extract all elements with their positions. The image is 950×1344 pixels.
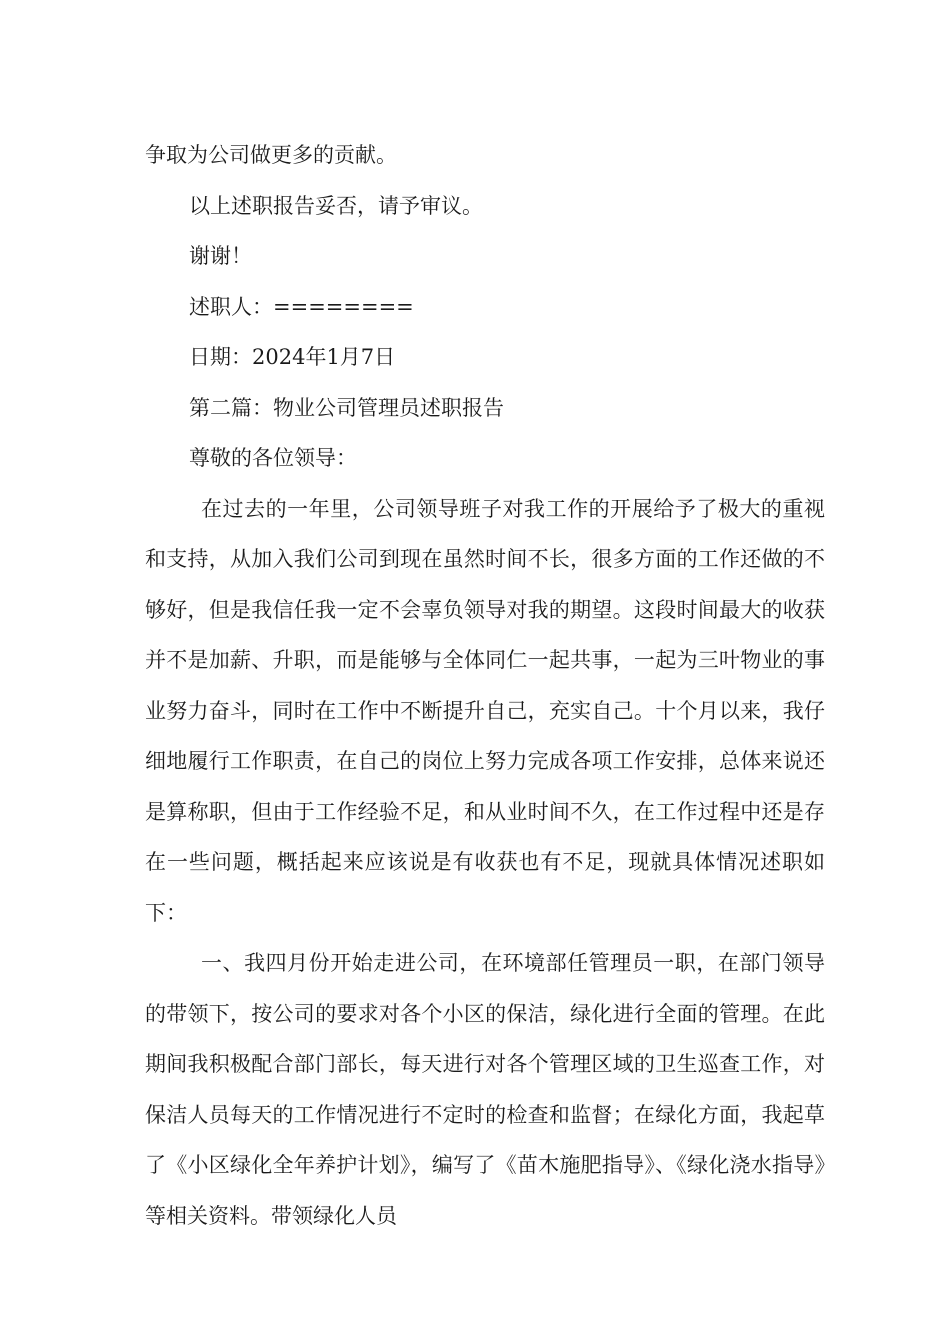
section-heading: 第二篇：物业公司管理员述职报告 — [189, 395, 504, 420]
paragraph-review-request: 以上述职报告妥否，请予审议。 — [189, 193, 483, 218]
paragraph-date: 日期：2024年1月7日 — [189, 345, 396, 369]
paragraph-intro: 在过去的一年里，公司领导班子对我工作的开展给予了极大的重视和支持，从加入我们公司到现在虽然时间不长，很多方面的工作还做的不够好，但是我信任我一定不会辜负领导对我的期望。这段时间最大的收获并不是加薪、升职，而是能够与全体同仁一起共事，一起为三叶物业的事业努力奋斗，同时在工作中不断提升自己，充实自己。十个月以来，我仔细地履行工作职责，在自己的岗位上努力完成各项工作安排，总体来说还是算称职，但由于工作经验不足，和从业时间不久，在工作过程中还是存在一些问题，概括起来应该说是有收获也有不足，现就具体情况述职如下： — [145, 496, 825, 925]
paragraph-section-one: 一、我四月份开始走进公司，在环境部任管理员一职，在部门领导的带领下，按公司的要求对各个小区的保洁，绿化进行全面的管理。在此期间我积极配合部门部长，每天进行对各个管理区域的卫生巡查工作，对保洁人员每天的工作情况进行不定时的检查和监督；在绿化方面，我起草了《小区绿化全年养护计划》，编写了《苗木施肥指导》、《绿化浇水指导》等相关资料。带领绿化人员 — [145, 951, 825, 1228]
salutation: 尊敬的各位领导： — [189, 446, 357, 470]
document-body — [145, 130, 825, 1241]
paragraph-thanks: 谢谢！ — [189, 244, 252, 268]
paragraph-reporter: 述职人：======== — [189, 294, 414, 319]
paragraph-closing-contribution: 争取为公司做更多的贡献。 — [145, 143, 397, 167]
